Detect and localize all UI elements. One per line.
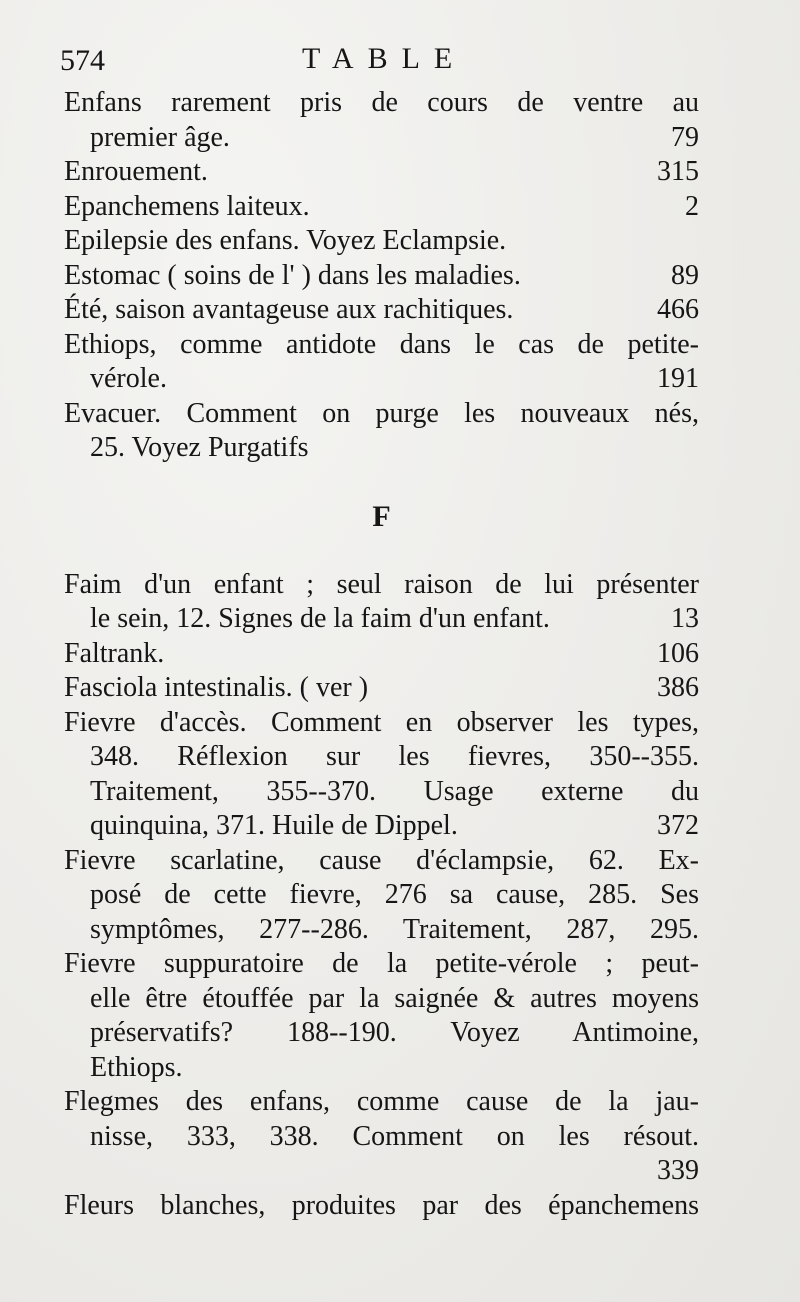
entry-page-ref: 466: [657, 294, 699, 325]
entry-text: Epilepsie des enfans. Voyez Eclampsie.: [64, 225, 507, 256]
index-line: [64, 913, 699, 948]
entry-text: Fievre d'accès. Comment en observer les types,: [64, 706, 699, 738]
index-entries: [64, 86, 699, 1223]
index-line: [64, 121, 699, 156]
entry-page-ref: 339: [657, 1155, 699, 1186]
index-line: [64, 86, 699, 121]
entry-text: Fievre scarlatine, cause d'éclampsie, 62. Ex-: [64, 844, 699, 876]
page-header: [60, 40, 700, 80]
entry-text: Enrouement.: [64, 156, 208, 187]
index-line: [64, 190, 699, 225]
entry-page-ref: 89: [671, 259, 699, 291]
entry-text: le sein, 12. Signes de la faim d'un enfant.: [90, 603, 550, 634]
index-line: [64, 775, 699, 810]
page-number: 574: [60, 44, 105, 77]
index-line: [64, 328, 699, 363]
index-line: [64, 947, 699, 982]
index-line: [64, 1120, 699, 1155]
entry-text: Enfans rarement pris de cours de ventre au: [64, 87, 699, 118]
entry-text: quinquina, 371. Huile de Dippel.: [90, 810, 458, 841]
index-line: [64, 878, 699, 913]
index-line: [64, 809, 699, 844]
page-title: TABLE: [302, 42, 467, 75]
entry-text: Ethiops.: [90, 1051, 183, 1083]
index-line: [64, 568, 699, 603]
entry-text: 348. Réflexion sur les fievres, 350--355.: [90, 741, 699, 772]
entry-text: Faltrank.: [64, 637, 165, 669]
entry-text: premier âge.: [90, 121, 230, 153]
index-line: [64, 1051, 699, 1086]
entry-page-ref: 106: [657, 637, 699, 669]
entry-page-ref: 191: [657, 363, 699, 394]
entry-text: vérole.: [90, 363, 167, 394]
index-line: [64, 740, 699, 775]
entry-text: nisse, 333, 338. Comment on les résout.: [90, 1120, 699, 1152]
index-line: [64, 982, 699, 1017]
index-line: [64, 293, 699, 328]
index-line: [64, 259, 699, 294]
entry-page-ref: 315: [657, 156, 699, 187]
entry-text: 25. Voyez Purgatifs: [90, 432, 309, 463]
index-line: [64, 1085, 699, 1120]
entry-text: Fleurs blanches, produites par des épanchemens: [64, 1189, 699, 1221]
entry-text: Estomac ( soins de l' ) dans les maladies.: [64, 259, 521, 291]
index-line: [64, 637, 699, 672]
entry-text: Été, saison avantageuse aux rachitiques.: [64, 294, 514, 325]
index-line: [64, 1016, 699, 1051]
entry-text: Fasciola intestinalis. ( ver ): [64, 672, 369, 703]
index-line: [64, 431, 699, 466]
entry-text: Ethiops, comme antidote dans le cas de petite-: [64, 328, 699, 360]
entry-page-ref: 79: [671, 121, 699, 153]
index-line: [64, 362, 699, 397]
entry-text: Faim d'un enfant ; seul raison de lui présenter: [64, 568, 699, 600]
index-line: [64, 1189, 699, 1224]
entry-text: Traitement, 355--370. Usage externe du: [90, 775, 699, 807]
entry-page-ref: 386: [657, 672, 699, 703]
entry-text: posé de cette fievre, 276 sa cause, 285. Ses: [90, 879, 699, 910]
index-line: [64, 1154, 699, 1189]
entry-page-ref: 13: [671, 603, 699, 634]
entry-text: Evacuer. Comment on purge les nouveaux nés,: [64, 397, 699, 429]
entry-page-ref: 2: [685, 190, 699, 222]
index-line: [64, 602, 699, 637]
section-letter: F: [372, 499, 391, 533]
entry-text: symptômes, 277--286. Traitement, 287, 295.: [90, 913, 699, 945]
index-line: [64, 671, 699, 706]
index-line: [64, 155, 699, 190]
index-line: [64, 224, 699, 259]
entry-text: elle être étouffée par la saignée & autres moyens: [90, 982, 699, 1014]
entry-text: préservatifs? 188--190. Voyez Antimoine,: [90, 1017, 699, 1048]
entry-text: Flegmes des enfans, comme cause de la jau-: [64, 1086, 699, 1117]
entry-text: Epanchemens laiteux.: [64, 190, 310, 222]
entry-page-ref: 372: [657, 810, 699, 841]
index-line: [64, 706, 699, 741]
index-line: [64, 397, 699, 432]
entry-text: Fievre suppuratoire de la petite-vérole ; peut-: [64, 948, 699, 979]
index-line: [64, 844, 699, 879]
